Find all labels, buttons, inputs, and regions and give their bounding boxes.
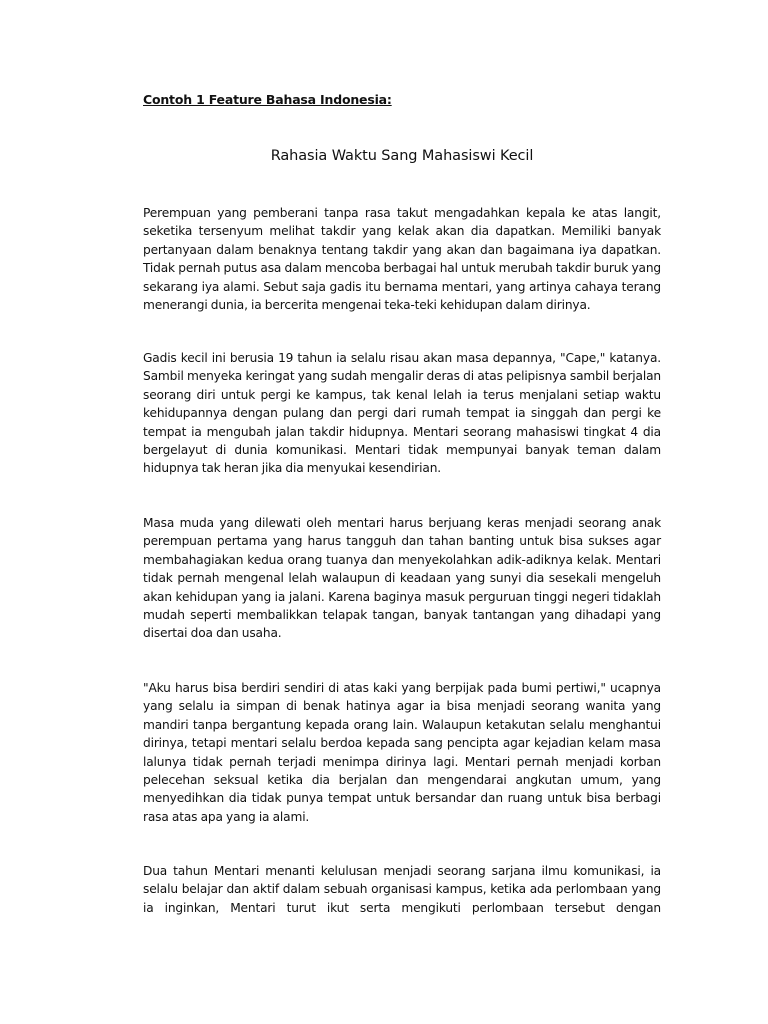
paragraph-5: Dua tahun Mentari menanti kelulusan menjadi seorang sarjana ilmu komunikasi, ia selalu belajar dan aktif dalam sebuah organisasi kampus, ketika ada perlombaan yang ia inginkan, Mentari turut ikut serta mengikuti perlombaan tersebut dengan [143,864,661,915]
paragraph-3: Masa muda yang dilewati oleh mentari harus berjuang keras menjadi seorang anak perempuan pertama yang harus tangguh dan tahan banting untuk bisa sukses agar membahagiakan kedua orang tuanya dan menyekolahkan adik-adiknya kelak. Mentari tidak pernah mengenal lelah walaupun di keadaan yang sunyi dia sesekali mengeluh akan kehidupan yang ia jalani. Karena baginya masuk perguruan tinggi negeri tidaklah mudah seperti membalikkan telapak tangan, banyak tantangan yang dihadapi yang disertai doa dan usaha. [143,516,661,641]
paragraph-4: "Aku harus bisa berdiri sendiri di atas kaki yang berpijak pada bumi pertiwi," ucapnya yang selalu ia simpan di benak hatinya agar ia bisa menjadi seorang wanita yang mandiri tanpa bergantung kepada orang lain. Walaupun ketakutan selalu menghantui dirinya, tetapi mentari selalu berdoa kepada sang pencipta agar kejadian kelam masa lalunya tidak pernah terjadi menimpa dirinya lagi. Mentari pernah menjadi korban pelecehan seksual ketika dia berjalan dan mengendarai angkutan umum, yang menyedihkan dia tidak punya tempat untuk bersandar dan ruang untuk bisa berbagi rasa atas apa yang ia alami. [143,681,661,824]
paragraph-2: Gadis kecil ini berusia 19 tahun ia selalu risau akan masa depannya, "Cape," katanya. Sambil menyeka keringat yang sudah mengalir deras di atas pelipisnya sambil berjalan seorang diri untuk pergi ke kampus, tak kenal lelah ia terus menjalani setiap waktu kehidupannya dengan pulang dan pergi dari rumah tempat ia singgah dan pergi ke tempat ia mengubah jalan takdir hidupnya. Mentari seorang mahasiswi tingkat 4 dia bergelayut di dunia komunikasi. Mentari tidak mempunyai banyak teman dalam hidupnya tak heran jika dia menyukai kesendirian. [143,351,661,476]
paragraph-1: Perempuan yang pemberani tanpa rasa takut mengadahkan kepala ke atas langit, seketika tersenyum melihat takdir yang kelak akan dia dapatkan. Memiliki banyak pertanyaan dalam benaknya tentang takdir yang akan dan bagaimana iya dapatkan. Tidak pernah putus asa dalam mencoba berbagai hal untuk merubah takdir buruk yang sekarang iya alami. Sebut saja gadis itu bernama mentari, yang artinya cahaya terang menerangi dunia, ia bercerita mengenai teka-teki kehidupan dalam dirinya. [143,206,661,313]
document-title: Rahasia Waktu Sang Mahasiswi Kecil [270,148,534,164]
document-heading: Contoh 1 Feature Bahasa Indonesia: [143,92,392,107]
